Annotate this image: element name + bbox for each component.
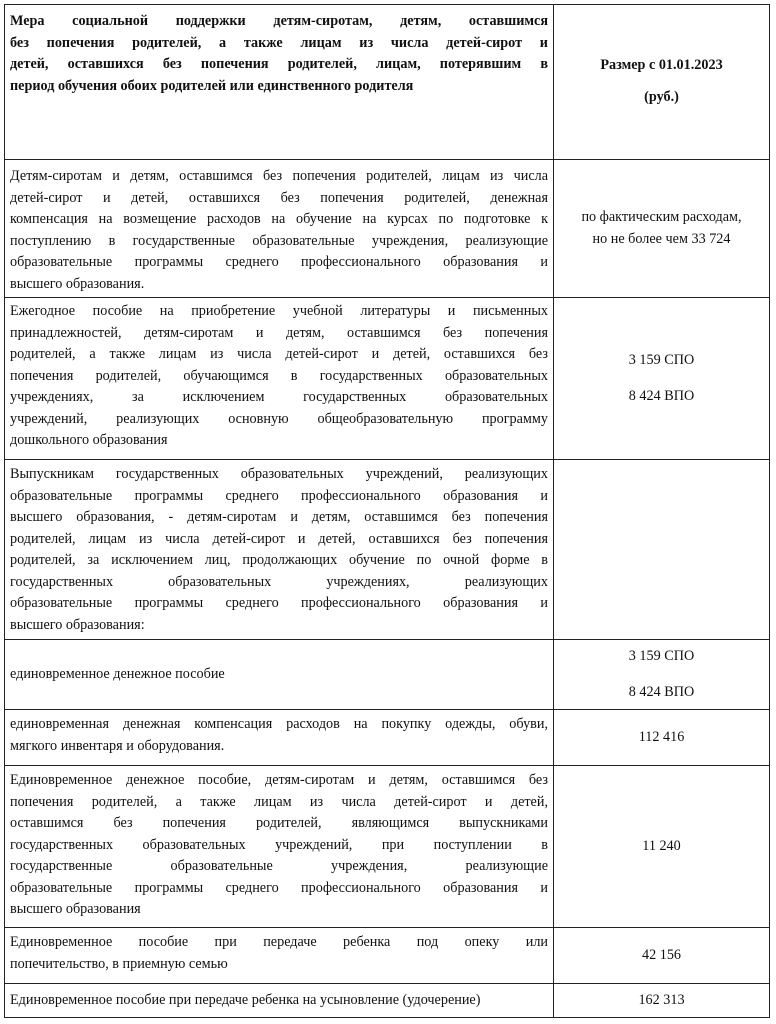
measure-text-line: государственных образовательных учреждений, при поступлении в: [10, 836, 548, 853]
measure-text-line: высшего образования, - детям-сиротам и детям, оставшимся без попечения: [10, 509, 548, 525]
measure-text-line: родителей, лицам из числа детей-сирот и детей, оставшихся без попечения: [10, 530, 548, 547]
header-text-line: Мера социальной поддержки детям-сиротам, детям, оставшимся: [10, 13, 548, 29]
measure-text-line: попечительство, в приемную семью: [10, 955, 228, 972]
header-amount-title: Размер с 01.01.2023: [600, 57, 723, 73]
measure-cell: [5, 984, 554, 1018]
measure-text-line: государственных образовательных учреждениях, реализующих: [10, 573, 548, 590]
measure-text-line: поступлению в государственные образовательные учреждения, реализующие: [10, 232, 548, 249]
measure-text-line: Детям-сиротам и детям, оставшимся без попечения родителей, лицам из числа: [10, 168, 548, 184]
amount-value: 112 416: [638, 728, 685, 745]
measure-text-line: детей-сирот и детей, оставшихся без попечения родителей, денежная: [10, 189, 548, 206]
table-row: [5, 984, 770, 1018]
amount-value: 42 156: [641, 946, 681, 963]
measure-text-line: высшего образования:: [10, 616, 145, 633]
amount-value: по фактическим расходам,: [581, 209, 742, 225]
measure-text-line: Единовременное пособие при передаче ребенка на усыновление (удочерение): [10, 991, 481, 1008]
measure-text-line: попечения родителей, обучающимся в государственных образовательных: [10, 367, 548, 384]
measure-text-line: единовременное денежное пособие: [10, 665, 225, 682]
measure-text-line: принадлежностей, детям-сиротам и детям, оставшимся без попечения: [10, 324, 548, 341]
measure-text-line: учреждений, реализующих основную общеобразовательную программу: [10, 410, 548, 427]
measure-cell: [5, 460, 554, 640]
header-measure-cell: [5, 5, 554, 160]
amount-value-spo: 3 159 СПО: [628, 648, 695, 664]
measure-text-line: Единовременное денежное пособие, детям-сиротам и детям, оставшимся без: [10, 772, 548, 788]
header-text-line: детей, оставшихся без попечения родителей, лицам, потерявшим в: [10, 56, 548, 72]
measure-text-line: Ежегодное пособие на приобретение учебной литературы и письменных: [10, 303, 548, 319]
measure-text-line: дошкольного образования: [10, 432, 168, 448]
table-row: [5, 766, 770, 928]
amount-value: но не более чем 33 724: [592, 230, 731, 247]
measure-cell: [5, 928, 554, 984]
measure-text-line: единовременная денежная компенсация расходов на покупку одежды, обуви,: [10, 716, 548, 732]
amount-cell-empty: [554, 460, 770, 640]
measure-text-line: попечения родителей, а также лицам из числа детей-сирот и детей,: [10, 793, 548, 810]
measure-text-line: учреждениях, за исключением государственных образовательных: [10, 389, 548, 405]
header-amount-cell: [554, 5, 770, 160]
table-row: [5, 460, 770, 640]
amount-value: 162 313: [638, 991, 685, 1008]
social-support-table: [4, 4, 770, 1018]
measure-text-line: образовательные программы среднего профессионального образования и: [10, 254, 548, 270]
table-row: [5, 710, 770, 766]
amount-cell: [554, 298, 770, 460]
measure-text-line: Выпускникам государственных образовательных учреждений, реализующих: [10, 466, 548, 482]
amount-cell: [554, 710, 770, 766]
amount-cell: [554, 766, 770, 928]
amount-value: 11 240: [642, 837, 681, 854]
amount-value-vpo: 8 424 ВПО: [628, 387, 695, 404]
header-amount-unit: (руб.): [644, 88, 679, 105]
measure-cell: [5, 160, 554, 298]
table-row: [5, 928, 770, 984]
table-row: [5, 640, 770, 710]
measure-text-line: Единовременное пособие при передаче ребенка под опеку или: [10, 934, 548, 950]
table-header-row: [5, 5, 770, 160]
measure-text-line: родителей, а также лицам из числа детей-сирот и детей, оставшихся без: [10, 346, 548, 362]
measure-text-line: компенсация на возмещение расходов на обучение на курсах по подготовке к: [10, 211, 548, 227]
table-row: [5, 298, 770, 460]
measure-text-line: мягкого инвентаря и оборудования.: [10, 737, 225, 754]
amount-value-spo: 3 159 СПО: [628, 352, 695, 368]
header-text-line: период обучения обоих родителей или единственного родителя: [10, 77, 414, 94]
measure-text-line: образовательные программы среднего профессионального образования и: [10, 879, 548, 896]
measure-text-line: образовательные программы среднего профессионального образования и: [10, 595, 548, 611]
measure-text-line: оставшимся без попечения родителей, являющимся выпускниками: [10, 815, 548, 831]
measure-cell: [5, 298, 554, 460]
measure-cell: [5, 640, 554, 710]
measure-cell: [5, 710, 554, 766]
amount-cell: [554, 640, 770, 710]
table-row: [5, 160, 770, 298]
header-text-line: без попечения родителей, а также лицам из числа детей-сирот и: [10, 34, 548, 51]
measure-text-line: родителей, за исключением лиц, продолжающих обучение по очной форме в: [10, 552, 548, 568]
measure-text-line: государственные образовательные учреждения, реализующие: [10, 858, 548, 874]
amount-cell: [554, 160, 770, 298]
measure-text-line: образовательные программы среднего профессионального образования и: [10, 487, 548, 504]
measure-text-line: высшего образования.: [10, 275, 145, 292]
amount-cell: [554, 984, 770, 1018]
measure-text-line: высшего образования: [10, 901, 141, 917]
measure-cell: [5, 766, 554, 928]
amount-cell: [554, 928, 770, 984]
amount-value-vpo: 8 424 ВПО: [628, 683, 695, 700]
